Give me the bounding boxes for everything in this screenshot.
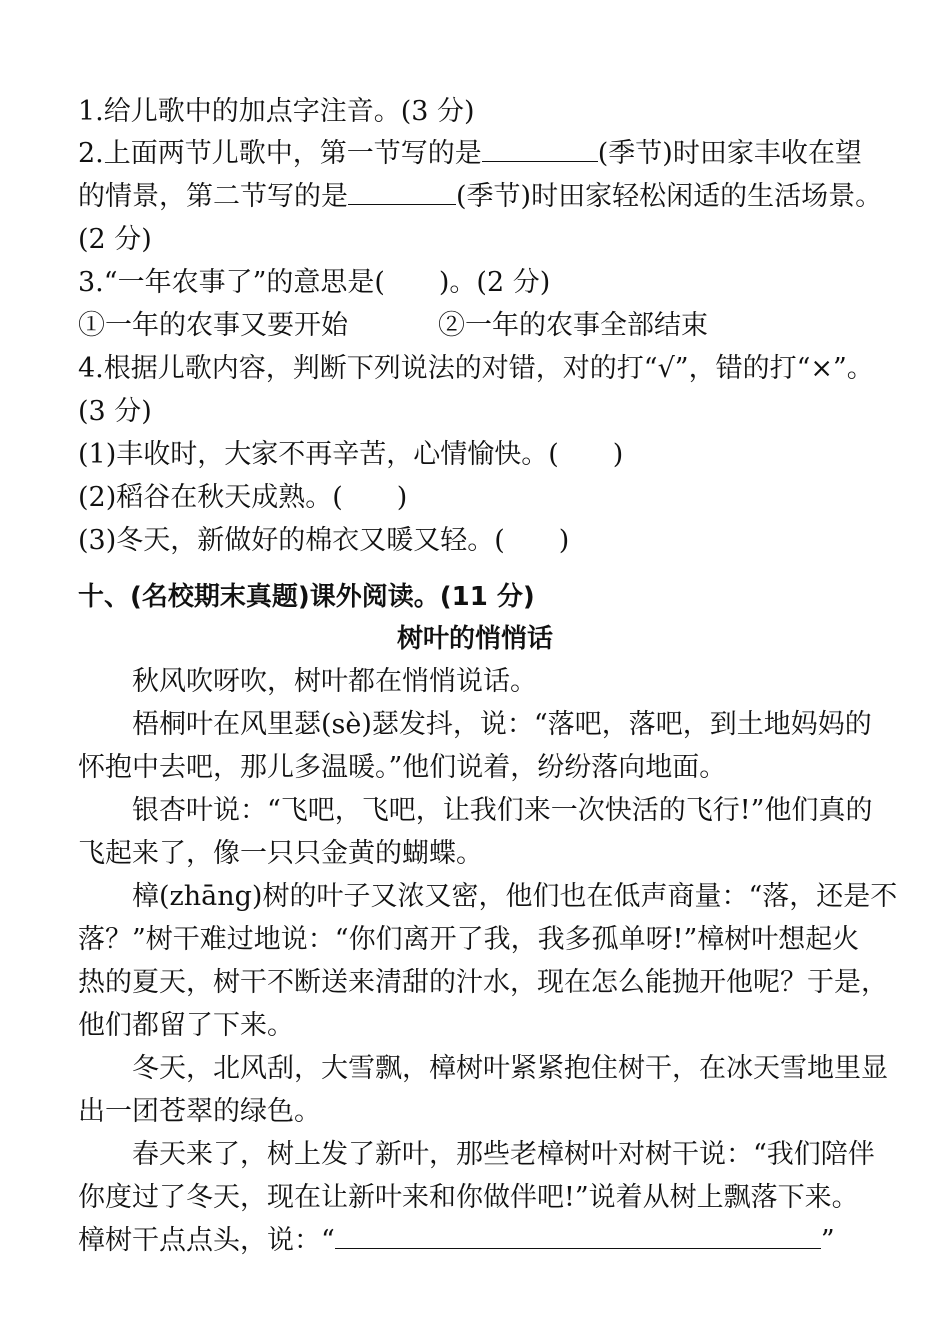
answer-blank-season-1[interactable] xyxy=(482,137,598,162)
question-4-stem: 4.根据儿歌内容，判断下列说法的对错，对的打“√”，错的打“×”。 xyxy=(78,353,874,384)
question-3-stem: 3.“一年农事了”的意思是( )。(2 分) xyxy=(78,267,551,298)
answer-blank-quote[interactable] xyxy=(335,1224,821,1249)
question-2-text-b: (季节)时田家丰收在望 xyxy=(597,138,862,169)
section-10-heading: 十、(名校期末真题)课外阅读。(11 分) xyxy=(78,582,535,612)
question-3-option-1[interactable]: ①一年的农事又要开始 xyxy=(78,310,348,341)
question-4-item-1[interactable]: (1)丰收时，大家不再辛苦，心情愉快。( ) xyxy=(78,439,624,470)
question-2-line-1 xyxy=(78,134,872,174)
question-1: 1.给儿歌中的加点字注音。(3 分) xyxy=(78,96,475,127)
passage-close-quote: ” xyxy=(820,1225,835,1256)
passage-line: 你度过了冬天，现在让新叶来和你做伴吧!”说着从树上飘落下来。 xyxy=(78,1182,859,1213)
passage-line: 冬天，北风刮，大雪飘，樟树叶紧紧抱住树干，在冰天雪地里显 xyxy=(132,1053,888,1084)
question-2-text-a: 2.上面两节儿歌中，第一节写的是 xyxy=(78,138,482,169)
question-4-score: (3 分) xyxy=(78,396,152,427)
passage-line: 热的夏天，树干不断送来清甜的汁水，现在怎么能抛开他呢？于是， xyxy=(78,967,888,998)
question-2-line-2 xyxy=(78,177,883,217)
passage-line: 春天来了，树上发了新叶，那些老樟树叶对树干说：“我们陪伴 xyxy=(132,1139,875,1170)
passage-line: 樟(zhāng)树的叶子又浓又密，他们也在低声商量：“落，还是不 xyxy=(132,881,898,912)
passage-line: 出一团苍翠的绿色。 xyxy=(78,1096,321,1127)
passage-line: 梧桐叶在风里瑟(sè)瑟发抖，说：“落吧，落吧，到土地妈妈的 xyxy=(132,709,872,740)
question-2-text-c: 的情景，第二节写的是 xyxy=(78,181,348,212)
question-4-item-3[interactable]: (3)冬天，新做好的棉衣又暖又轻。( ) xyxy=(78,525,570,556)
passage-line: 飞起来了，像一只只金黄的蝴蝶。 xyxy=(78,838,483,869)
question-2-score: (2 分) xyxy=(78,224,152,255)
question-4-item-2[interactable]: (2)稻谷在秋天成熟。( ) xyxy=(78,482,408,513)
question-3-options xyxy=(78,306,872,346)
passage-last-line xyxy=(78,1221,872,1261)
passage-line: 他们都留了下来。 xyxy=(78,1010,294,1041)
passage-line: 秋风吹呀吹，树叶都在悄悄说话。 xyxy=(132,666,537,697)
question-3-option-2[interactable]: ②一年的农事全部结束 xyxy=(438,310,708,341)
passage-line: 落？”树干难过地说：“你们离开了我，我多孤单呀!”樟树叶想起火 xyxy=(78,924,860,955)
passage-line: 银杏叶说：“飞吧，飞吧，让我们来一次快活的飞行!”他们真的 xyxy=(132,795,873,826)
question-2-text-d: (季节)时田家轻松闲适的生活场景。 xyxy=(456,181,883,212)
passage-title: 树叶的悄悄话 xyxy=(396,624,553,654)
answer-blank-season-2[interactable] xyxy=(348,180,456,205)
passage-last-text: 樟树干点点头，说：“ xyxy=(78,1225,335,1256)
passage-line: 怀抱中去吧，那儿多温暖。”他们说着，纷纷落向地面。 xyxy=(78,752,727,783)
